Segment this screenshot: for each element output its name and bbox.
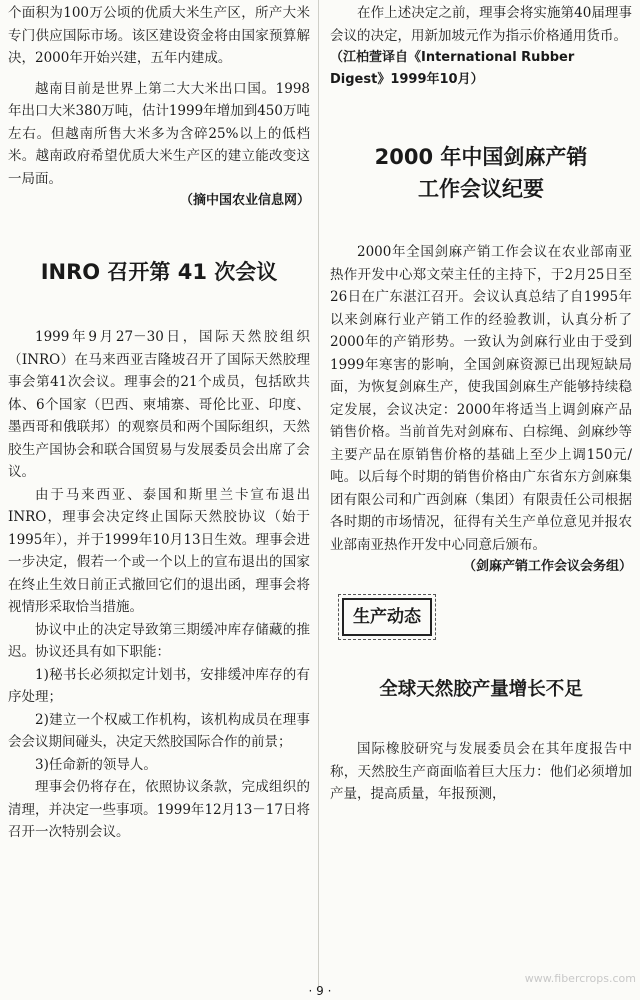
inro-paragraph-4: 理事会仍将存在，依照协议条款，完成组织的清理，并决定一些事项。1999年12月13－17日将召开一次特别会议。 [8,779,310,840]
sisal-article-title-line1: 2000 年中国剑麻产销 [374,145,588,169]
rubber-article-title: 全球天然胶产量增长不足 [379,679,583,700]
rice-source: （摘中国农业信息网） [179,193,310,208]
page-number: · 9 · [308,984,332,998]
inro-item-2: 2)建立一个权威工作机构，该机构成员在理事会会议期间碰头，决定天然胶国际合作的前景； [8,711,310,750]
section-badge-wrap [330,590,632,646]
inro-paragraph-1: 1999年9月27－30日，国际天然胶组织（INRO）在马来西亚吉隆坡召开了国际天然胶理事会第41次会议。理事会的21个成员，包括欧共体、6个国家（巴西、柬埔寨、哥伦比亚、印度、墨西哥和俄联邦）的观察员和两个国际组织，天然胶生产国协会和联合国贸易与发展委员会出席了会议。 [8,329,310,480]
section-badge: 生产动态 [342,598,432,636]
right-column [330,0,632,806]
inro-continued-paragraph: 在作上述决定之前，理事会将实施第40届理事会议的决定，用新加坡元作为指示价格通用货币。 [330,5,632,44]
inro-item-3: 3)任命新的领导人。 [35,756,157,773]
inro-paragraph-3: 协议中止的决定导致第三期缓冲库存储藏的推迟。协议还具有如下职能： [8,621,310,660]
sisal-paragraph: 2000年全国剑麻产销工作会议在农业部南亚热作开发中心郑文荣主任的主持下，于2月25日至26日在广东湛江召开。会议认真总结了自1995年以来剑麻行业产销工作的经验教训，认真分析了2000年的产销形势。一致认为剑麻行业由于受到1999年寒害的影响，全国剑麻资源已出现短缺局面，为恢复剑麻生产，使我国剑麻生产能够持续稳定发展，会议决定：2000年将适当上调剑麻产品销售价格。当前首先对剑麻布、白棕绳、剑麻纱等主要产品在原销售价格的基础上至少上调150元/吨。以后每个时期的销售价格由广东省东方剑麻集团有限公司和广西剑麻（集团）有限责任公司根据各时期的市场情况，征得有关生产单位意见并报农业部南亚热作开发中心同意后颁布。 [330,244,632,553]
rice-paragraph-2: 越南目前是世界上第二大大米出口国。1998年出口大米380万吨，估计1999年增加到450万吨左右。但越南所售大米多为含碎25%以上的低档米。越南政府希望优质大米生产区的建立能改变这一局面。 [8,80,310,187]
inro-article-title: INRO 召开第 41 次会议 [40,260,278,284]
rice-paragraph-1: 个面积为100万公顷的优质大米生产区，所产大米专门供应国际市场。该区建设资金将由国家预算解决，2000年开始兴建，五年内建成。 [8,5,310,66]
rubber-paragraph: 国际橡胶研究与发展委员会在其年度报告中称，天然胶生产商面临着巨大压力：他们必须增加产量，提高质量，年报预测， [330,741,632,802]
inro-item-1: 1)秘书长必须拟定计划书，安排缓冲库存的有序处理； [8,666,310,705]
inro-paragraph-2: 由于马来西亚、泰国和斯里兰卡宣布退出INRO，理事会决定终止国际天然胶协议（始于1995年），并于1999年10月13日生效。理事会进一步决定，假若一个或一个以上的宣布退出的国家在终止生效日前正式撤回它们的退出函，理事会将视情形采取恰当措施。 [8,486,310,615]
watermark: www.fibercrops.com [524,972,636,985]
column-divider [318,0,319,990]
inro-source: （江柏萱译自《International Rubber Digest》1999年10月） [330,50,575,87]
left-column [8,0,310,844]
sisal-article-title-line2: 工作会议纪要 [418,177,544,201]
sisal-source: （剑麻产销工作会议会务组） [462,559,632,574]
